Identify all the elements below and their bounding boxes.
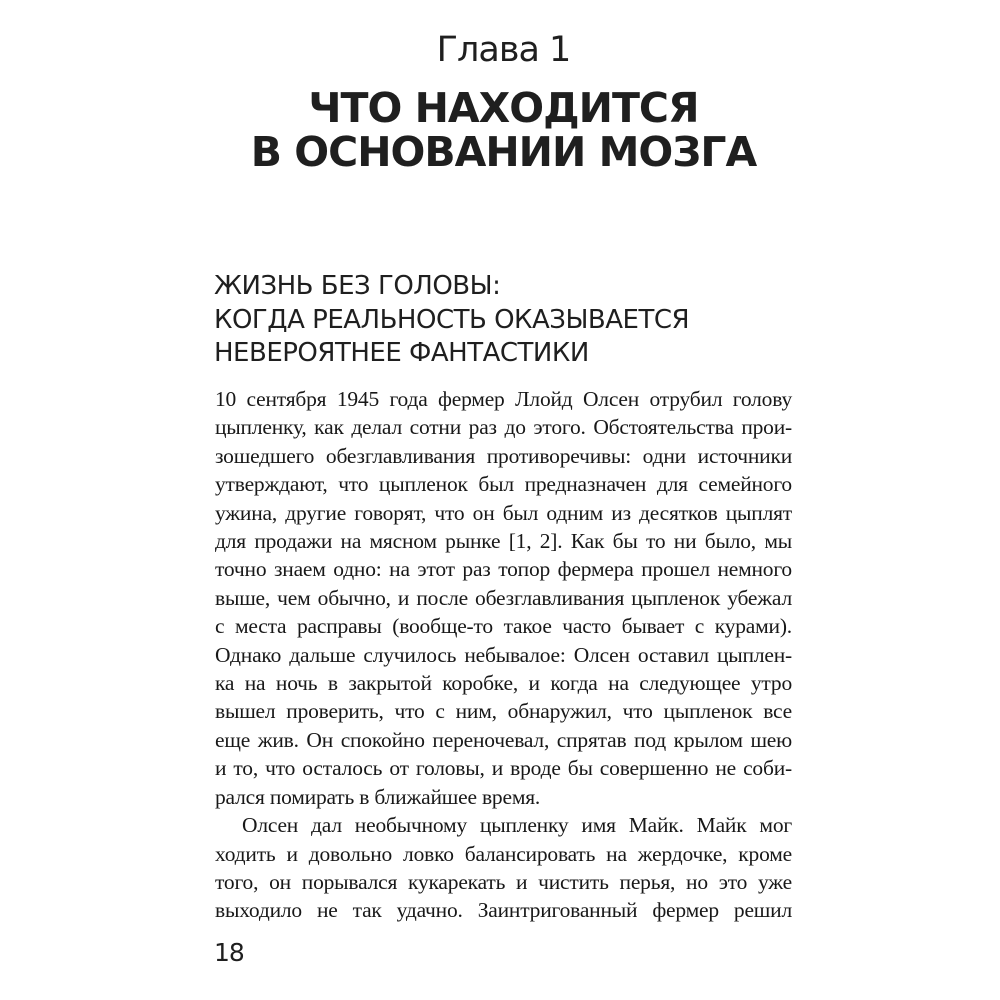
text-line: и то, что осталось от головы, и вроде бы совершенно не соби- — [215, 756, 792, 781]
text-line: Олсен дал необычному цыпленку имя Майк. Майк мог — [242, 813, 792, 838]
text-line: ЧТО НАХОДИТСЯ — [308, 84, 699, 132]
text-line: рался помирать в ближайшее время. — [215, 784, 541, 809]
text-line: Однако дальше случилось небывалое: Олсен оставил цыплен- — [215, 642, 792, 667]
text-line: В ОСНОВАНИИ МОЗГА — [250, 128, 757, 176]
text-line: вышел проверить, что с ним, обнаружил, что цыпленок все — [215, 699, 792, 724]
chapter-label: Глава 1 — [436, 30, 571, 70]
text-line: ужина, другие говорят, что он был одним из десятков цыплят — [215, 500, 792, 525]
text-line: ходить и довольно ловко балансировать на жердочке, кроме — [215, 841, 792, 866]
text-line: выше, чем обычно, и после обезглавливания цыпленок убежал — [215, 585, 792, 610]
text-line: утверждают, что цыпленок был предназначен для семейного — [215, 472, 792, 497]
chapter-heading-block — [215, 30, 792, 174]
text-line: КОГДА РЕАЛЬНОСТЬ ОКАЗЫВАЕТСЯ — [214, 304, 690, 335]
text-line: ЖИЗНЬ БЕЗ ГОЛОВЫ: — [214, 271, 501, 301]
text-line: еще жив. Он спокойно переночевал, спрятав под крылом шею — [215, 727, 792, 752]
text-line: с места расправы (вообще-то такое часто бывает с курами). — [215, 614, 792, 639]
text-line: точно знаем одно: на этот раз топор фермера прошел немного — [215, 557, 792, 582]
text-line: ка на ночь в закрытой коробке, и когда на следующее утро — [215, 671, 792, 696]
page-number: 18 — [214, 938, 244, 967]
body-text — [215, 385, 792, 925]
chapter-title — [215, 86, 792, 174]
paragraph-1 — [215, 385, 792, 811]
section-heading — [214, 270, 814, 371]
text-line: НЕВЕРОЯТНЕЕ ФАНТАСТИКИ — [214, 338, 589, 368]
text-line: выходило не так удачно. Заинтригованный фермер решил — [215, 898, 792, 923]
paragraph-2 — [215, 811, 792, 925]
text-line: зошедшего обезглавливания противоречивы: одни источники — [215, 443, 792, 468]
text-line: для продажи на мясном рынке [1, 2]. Как бы то ни было, мы — [215, 529, 792, 554]
text-line: того, он порывался кукарекать и чистить перья, но это уже — [215, 869, 792, 894]
text-line: 10 сентября 1945 года фермер Ллойд Олсен отрубил голову — [215, 387, 792, 411]
text-line: цыпленку, как делал сотни раз до этого. Обстоятельства прои- — [215, 415, 792, 440]
